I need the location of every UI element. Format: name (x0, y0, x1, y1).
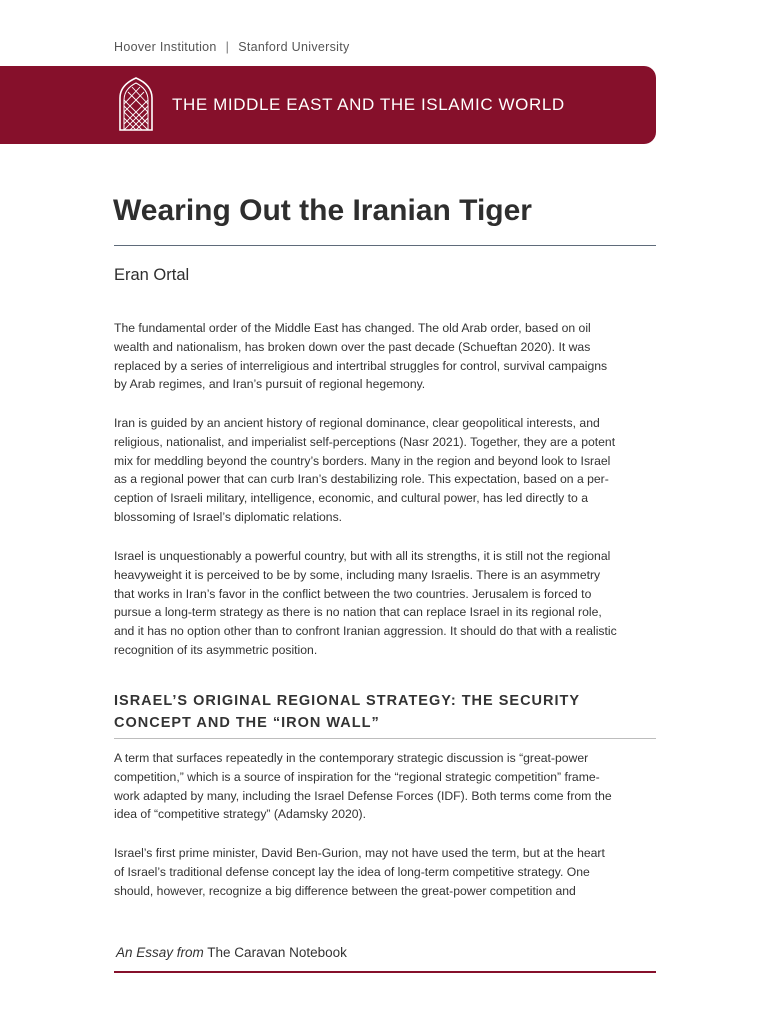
section-heading (114, 690, 580, 734)
essay-title: Wearing Out the Iranian Tiger (113, 194, 532, 227)
text-line: competition,” which is a source of inspiration for the “regional strategic competition” frame- (114, 769, 600, 784)
text-line: heavyweight it is perceived to be by some, including many Israelis. There is an asymmetry (114, 567, 601, 582)
text-line: religious, nationalist, and imperialist self-perceptions (Nasr 2021). Together, they are a potent (114, 434, 616, 449)
text-line: by Arab regimes, and Iran’s pursuit of regional hegemony. (114, 377, 426, 392)
text-line: recognition of its asymmetric position. (114, 642, 318, 657)
paragraph-2 (114, 414, 659, 527)
text-line: replaced by a series of interreligious and intertribal struggles for control, survival campaigns (114, 358, 608, 373)
essay-from-label: An Essay from (116, 945, 204, 960)
title-divider (114, 245, 656, 246)
affiliation-separator: | (225, 40, 230, 54)
text-line: mix for meddling beyond the country’s borders. Many in the region and beyond look to Israel (114, 453, 611, 468)
series-banner (0, 66, 656, 144)
text-line: ception of Israeli military, intelligence, economic, and cultural power, has led directly to a (114, 491, 588, 506)
footer-credit (116, 945, 347, 960)
series-title: THE MIDDLE EAST AND THE ISLAMIC WORLD (172, 95, 565, 114)
affiliation-line (114, 40, 350, 54)
text-line: Israel’s first prime minister, David Ben-Gurion, may not have used the term, but at the heart (114, 846, 605, 860)
section-paragraph-1 (114, 749, 659, 824)
text-line: Iran is guided by an ancient history of regional dominance, clear geopolitical interests, and (114, 416, 600, 430)
text-line: The fundamental order of the Middle East has changed. The old Arab order, based on oil (114, 321, 591, 335)
lattice-arch-icon (118, 76, 154, 132)
text-line: that works in Iran’s favor in the conflict between the two countries. Jerusalem is forced to (114, 586, 592, 601)
paragraph-1 (114, 319, 659, 394)
paragraph-3 (114, 547, 659, 660)
text-line: wealth and nationalism, has broken down over the past decade (Schueftan 2020). It was (114, 339, 591, 354)
university-name: Stanford University (238, 40, 350, 54)
text-line: should, however, recognize a big difference between the great-power competition and (114, 883, 576, 898)
text-line: blossoming of Israel’s diplomatic relations. (114, 509, 343, 524)
section-divider (114, 738, 656, 739)
text-line: and it has no option other than to confront Iranian aggression. It should do that with a realistic (114, 624, 617, 639)
text-line: pursue a long-term strategy as there is no nation that can replace Israel in its regional role, (114, 605, 602, 620)
author-name: Eran Ortal (114, 266, 190, 284)
section-heading-line: ISRAEL’S ORIGINAL REGIONAL STRATEGY: THE SECURITY (114, 693, 581, 709)
section-paragraph-2 (114, 844, 659, 900)
text-line: idea of “competitive strategy” (Adamsky 2020). (114, 807, 366, 822)
text-line: of Israel’s traditional defense concept lay the idea of long-term competitive strategy. One (114, 864, 590, 879)
text-line: work adapted by many, including the Israel Defense Forces (IDF). Both terms come from the (114, 788, 612, 803)
footer-divider (114, 971, 656, 973)
text-line: Israel is unquestionably a powerful country, but with all its strengths, it is still not the regional (114, 549, 611, 563)
publication-name: The Caravan Notebook (207, 945, 347, 960)
text-line: A term that surfaces repeatedly in the contemporary strategic discussion is “great-power (114, 751, 589, 765)
institution-name: Hoover Institution (114, 40, 217, 54)
section-heading-line: CONCEPT AND THE “IRON WALL” (114, 715, 380, 731)
text-line: as a regional power that can curb Iran’s destabilizing role. This expectation, based on a per- (114, 472, 609, 487)
